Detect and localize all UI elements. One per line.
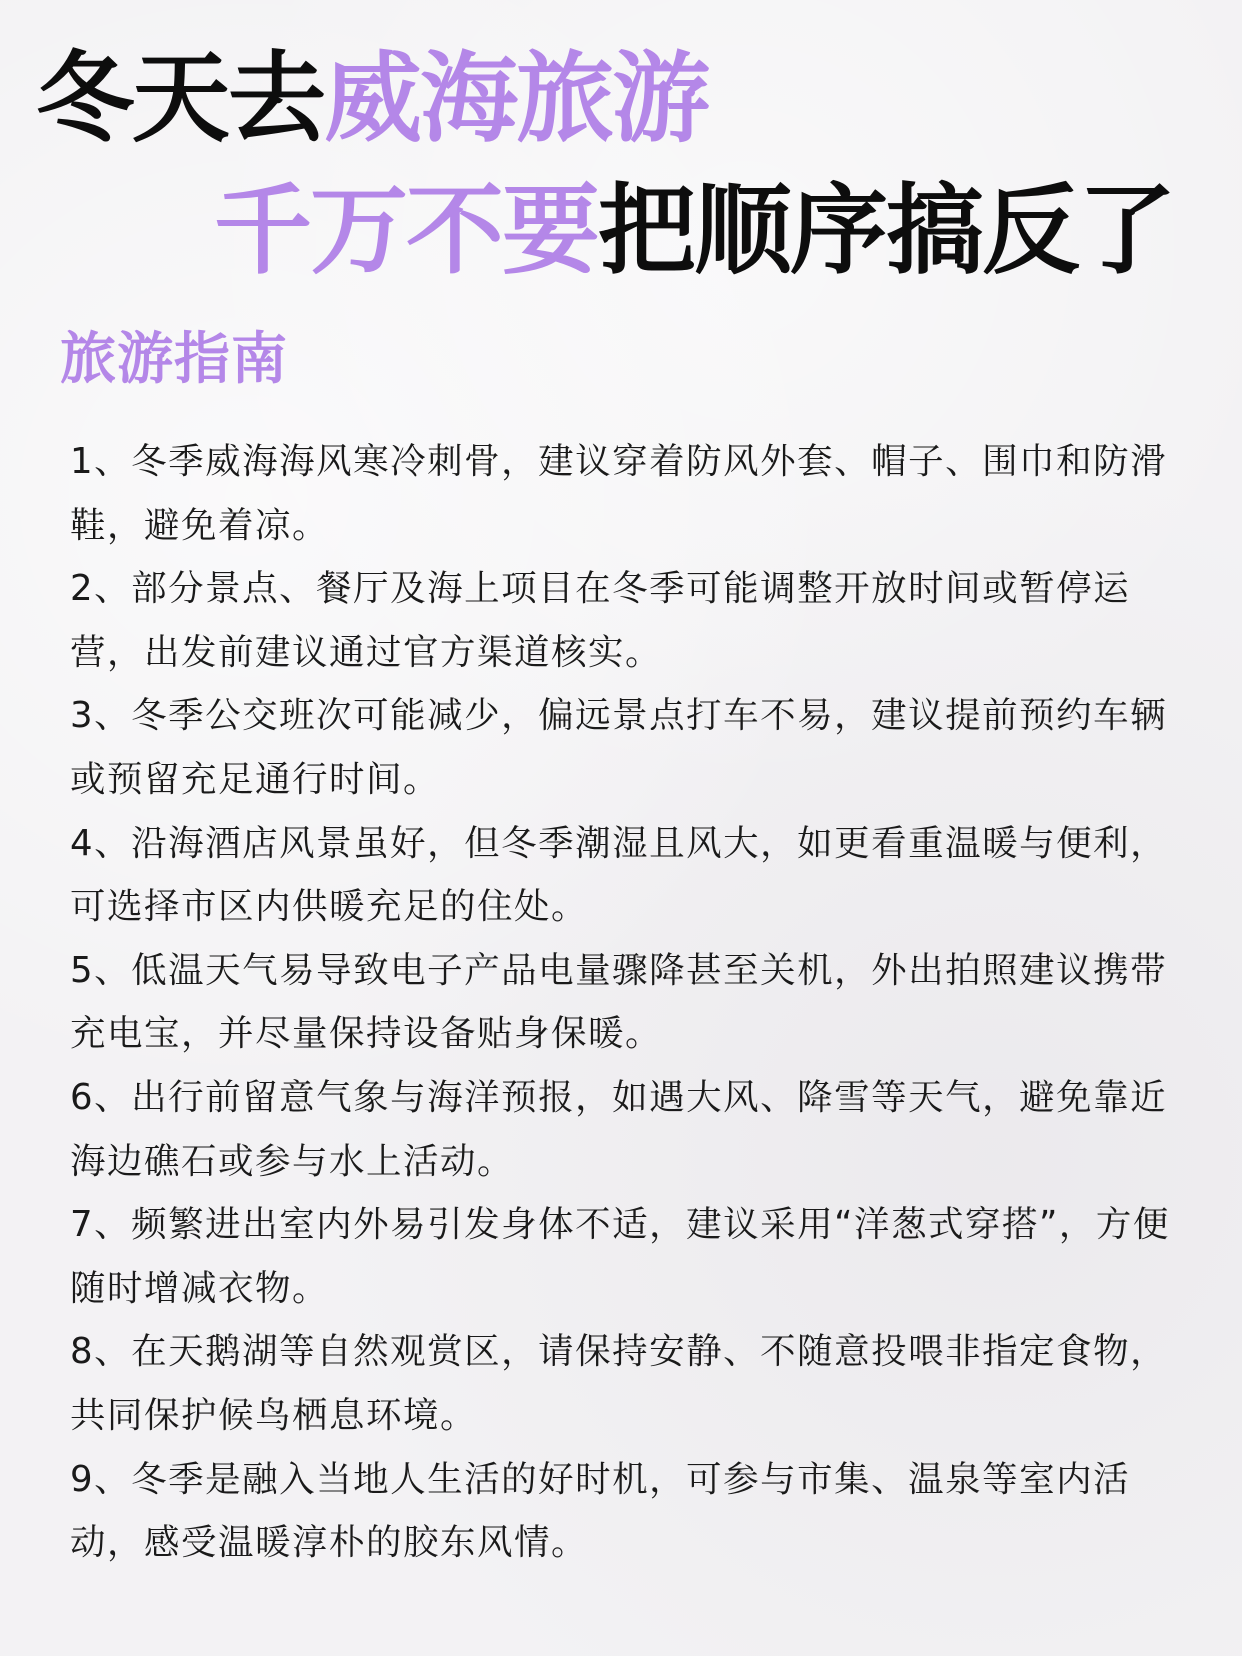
section-heading: 旅游指南 bbox=[60, 327, 288, 392]
tip-item-7: 7、频繁进出室内外易引发身体不适，建议采用“洋葱式穿搭”，方便随时增减衣物。 bbox=[70, 1204, 1170, 1309]
tip-item-3: 3、冬季公交班次可能减少，偏远景点打车不易，建议提前预约车辆或预留充足通行时间。 bbox=[70, 695, 1168, 800]
title-line-2 bbox=[214, 174, 1175, 288]
tip-item-9: 9、冬季是融入当地人生活的好时机，可参与市集、温泉等室内活动，感受温暖淳朴的胶东风情。 bbox=[70, 1458, 1131, 1564]
tip-item-4: 4、沿海酒店风景虽好，但冬季潮湿且风大，如更看重温暖与便利，可选择市区内供暖充足的住处。 bbox=[70, 822, 1168, 928]
title-line-1-black: 冬天去 bbox=[36, 42, 325, 156]
tip-item-8: 8、在天鹅湖等自然观赏区，请保持安静、不随意投喂非指定食物，共同保护候鸟栖息环境。 bbox=[70, 1331, 1168, 1436]
title-line-1-purple: 威海旅游 bbox=[324, 42, 709, 156]
tip-item-5: 5、低温天气易导致电子产品电量骤降甚至关机，外出拍照建议携带充电宝，并尽量保持设备贴身保暖。 bbox=[70, 949, 1168, 1055]
title-line-2-purple: 千万不要 bbox=[214, 174, 599, 288]
tip-item-2: 2、部分景点、餐厅及海上项目在冬季可能调整开放时间或暂停运营，出发前建议通过官方渠道核实。 bbox=[70, 568, 1131, 673]
title-line-2-black: 把顺序搞反了 bbox=[598, 174, 1175, 288]
tip-item-1: 1、冬季威海海风寒冷刺骨，建议穿着防风外套、帽子、围巾和防滑鞋，避免着凉。 bbox=[70, 441, 1168, 546]
title-line-1 bbox=[36, 42, 709, 156]
tip-item-6: 6、出行前留意气象与海洋预报，如遇大风、降雪等天气，避免靠近海边礁石或参与水上活动。 bbox=[70, 1076, 1168, 1182]
tips-list bbox=[70, 430, 1188, 1575]
